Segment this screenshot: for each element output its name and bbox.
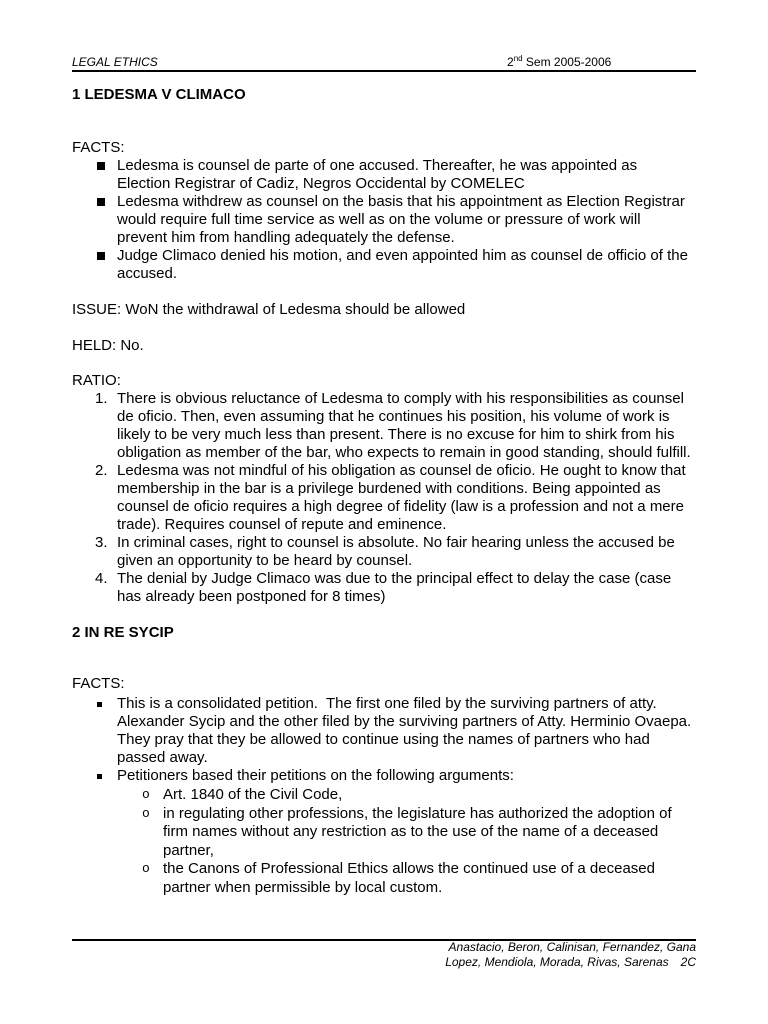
header-course-title: LEGAL ETHICS <box>72 55 158 69</box>
list-item-line: would require full time service as well as on the volume or pressure of work will <box>117 211 641 228</box>
case1-ratio-list <box>72 390 696 606</box>
list-item-line: Judge Climaco denied his motion, and even appointed him as counsel de officio of the <box>117 247 688 264</box>
case1-issue: ISSUE: WoN the withdrawal of Ledesma should be allowed <box>72 301 466 318</box>
footer-authors <box>72 940 696 970</box>
case2-arguments-list <box>72 786 696 898</box>
list-item-line: Petitioners based their petitions on the following arguments: <box>117 767 514 784</box>
header-semester <box>507 55 611 69</box>
list-item-line: They pray that they be allowed to continue using the names of partners who had <box>117 731 650 748</box>
list-item-line: This is a consolidated petition. The first one filed by the surviving partners of atty. <box>117 695 657 712</box>
item-number: 3. <box>95 534 108 551</box>
list-item-line: de oficio. Then, even assuming that he continues his position, his volume of work is <box>117 408 670 425</box>
list-item-line: Ledesma was not mindful of his obligation as counsel de oficio. He ought to know that <box>117 462 686 479</box>
list-item-line: trade). Requires counsel of repute and eminence. <box>117 516 447 533</box>
list-item <box>72 193 696 247</box>
case1-ratio-label: RATIO: <box>72 372 121 389</box>
list-item-line: Alexander Sycip and the other filed by the surviving partners of Atty. Herminio Ovaepa. <box>117 713 692 730</box>
case2-facts-list <box>72 695 696 785</box>
list-item-line: counsel de oficio requires a high degree of fidelity (law is a profession and not a mere <box>117 498 684 515</box>
list-item <box>72 157 696 193</box>
filled-square-bullet-icon <box>97 252 105 260</box>
numbered-item <box>72 390 696 462</box>
list-item-line: prevent him from handling adequately the defense. <box>117 229 455 246</box>
list-item-line: given an opportunity to be heard by counsel. <box>117 552 413 569</box>
numbered-item <box>72 462 696 534</box>
list-item-line: The denial by Judge Climaco was due to the principal effect to delay the case (case <box>117 570 672 587</box>
list-item-line: in regulating other professions, the legislature has authorized the adoption of <box>163 804 672 822</box>
list-item-line: membership in the bar is a privilege burdened with conditions. Being appointed as <box>117 480 661 497</box>
sub-bullet-marker: o <box>142 805 150 821</box>
list-item-line: partner when permissible by local custom. <box>163 878 443 896</box>
small-square-bullet-icon <box>97 702 102 707</box>
semester-text: Sem 2005-2006 <box>522 55 612 69</box>
item-number: 4. <box>95 570 108 587</box>
list-item-line: accused. <box>117 265 178 282</box>
filled-square-bullet-icon <box>97 162 105 170</box>
list-item-line: has already been postponed for 8 times) <box>117 588 386 605</box>
list-item <box>72 247 696 283</box>
list-item-line: partner, <box>163 841 214 859</box>
item-number: 1. <box>95 390 108 407</box>
list-item-line: Ledesma withdrew as counsel on the basis that his appointment as Election Registrar <box>117 193 685 210</box>
small-square-bullet-icon <box>97 774 102 779</box>
list-item-line: In criminal cases, right to counsel is absolute. No fair hearing unless the accused be <box>117 534 675 551</box>
case2-title: 2 IN RE SYCIP <box>72 624 174 641</box>
footer-authors-line <box>72 955 696 970</box>
list-item-line: There is obvious reluctance of Ledesma to comply with his responsibilities as counsel <box>117 390 684 407</box>
list-item <box>72 695 696 767</box>
list-item-line: Ledesma is counsel de parte of one accused. Thereafter, he was appointed as <box>117 157 638 174</box>
list-item-line: the Canons of Professional Ethics allows the continued use of a deceased <box>163 860 655 878</box>
list-item-line: Election Registrar of Cadiz, Negros Occidental by COMELEC <box>117 175 525 192</box>
item-number: 2. <box>95 462 108 479</box>
semester-ordinal-suffix: nd <box>513 54 523 63</box>
filled-square-bullet-icon <box>97 198 105 206</box>
case1-facts-list <box>72 157 696 283</box>
list-item-line: obligation as member of the bar, who expects to remain in good standing, should fulfill. <box>117 444 691 461</box>
sub-list-item <box>72 786 696 805</box>
sub-list-item <box>72 805 696 861</box>
footer-authors-text: Lopez, Mendiola, Morada, Rivas, Sarenas <box>445 955 669 969</box>
footer-authors-line: Anastacio, Beron, Calinisan, Fernandez, Gana <box>448 940 696 954</box>
header-rule <box>72 70 696 72</box>
case1-title: 1 LEDESMA V CLIMACO <box>72 86 246 103</box>
case1-held: HELD: No. <box>72 337 144 354</box>
list-item-line: passed away. <box>117 749 208 766</box>
sub-bullet-marker: o <box>142 787 150 802</box>
footer-page-label: 2C <box>680 955 696 969</box>
list-item-line: Art. 1840 of the Civil Code, <box>163 786 343 803</box>
sub-bullet-marker: o <box>142 861 150 877</box>
list-item <box>72 767 696 785</box>
list-item-line: firm names without any restriction as to the use of the name of a deceased <box>163 823 659 841</box>
list-item-line: likely to be very much less than present. There is no excuse for him to shirk from his <box>117 426 675 443</box>
numbered-item <box>72 534 696 570</box>
numbered-item <box>72 570 696 606</box>
semester-number: 2 <box>507 55 514 69</box>
sub-list-item <box>72 860 696 897</box>
case2-facts-label: FACTS: <box>72 675 125 692</box>
case1-facts-label: FACTS: <box>72 139 125 156</box>
